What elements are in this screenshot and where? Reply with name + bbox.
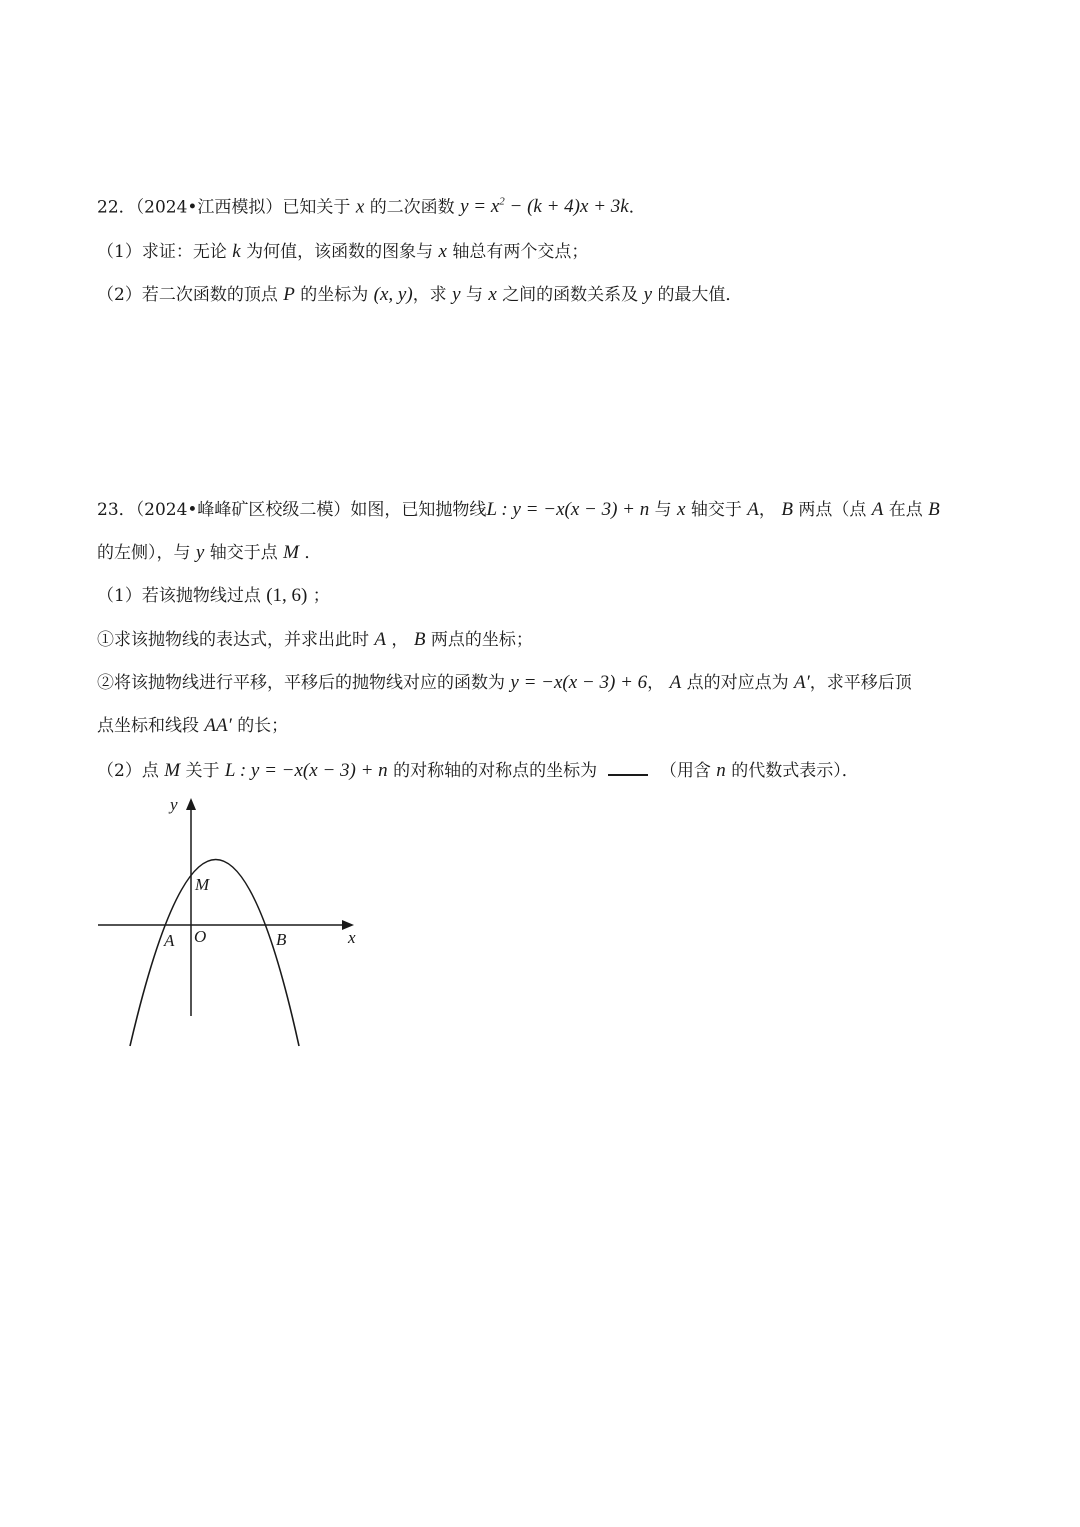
y-axis-label: y [170, 795, 178, 814]
parabola-curve [130, 860, 299, 1047]
parabola-figure [92, 790, 372, 1060]
q22-part2: （2）若二次函数的顶点 P 的坐标为 (x, y)，求 y 与 x 之间的函数关系及 y 的最大值． [97, 284, 743, 305]
x-axis-label: x [348, 928, 356, 947]
q23-part2: （2）点 M 关于 L : y = −x(x − 3) + n 的对称轴的对称点的坐标为 （用含 n 的代数式表示）． [97, 760, 859, 781]
answer-blank [608, 758, 648, 776]
q23-part1-sub2: ②将该抛物线进行平移，平移后的抛物线对应的函数为 y = −x(x − 3) + 6， A 点的对应点为 A′，求平移后顶 [97, 672, 912, 693]
point-A-label: A [164, 931, 175, 950]
y-axis-arrow-icon [186, 798, 196, 810]
q22-number: 22． [97, 197, 136, 218]
q22-heading: 22．（2024•江西模拟）已知关于 x 的二次函数 $y = x^2 - (k + 4)x + 3k$． [97, 196, 646, 218]
q23-part1: （1）若该抛物线过点 (1, 6) ； [97, 585, 330, 606]
q23-part1-sub1: ①求该抛物线的表达式，并求出此时 A ， B 两点的坐标； [97, 629, 533, 650]
q22-part1: （1）求证：无论 k 为何值，该函数的图象与 x 轴总有两个交点； [97, 241, 589, 262]
point-M-label: M [195, 875, 210, 894]
q23-number: 23． [97, 500, 136, 520]
point-B-label: B [276, 930, 287, 949]
q23-heading-cont: 的左侧），与 y 轴交于点 M ． [97, 542, 322, 563]
origin-O-label: O [194, 927, 207, 946]
q22-function-expression: $y = x^2 - (k + 4)x + 3k$ [460, 196, 629, 218]
q23-heading: 23．（2024•峰峰矿区校级二模）如图，已知抛物线L : y = −x(x − 3) + n 与 x 轴交于 A， B 两点（点 A 在点 B [97, 499, 940, 520]
parabola-expression: L : y = −x(x − 3) + n [486, 499, 650, 520]
q23-part1-sub2-cont: 点坐标和线段 AA′ 的长； [97, 715, 289, 736]
